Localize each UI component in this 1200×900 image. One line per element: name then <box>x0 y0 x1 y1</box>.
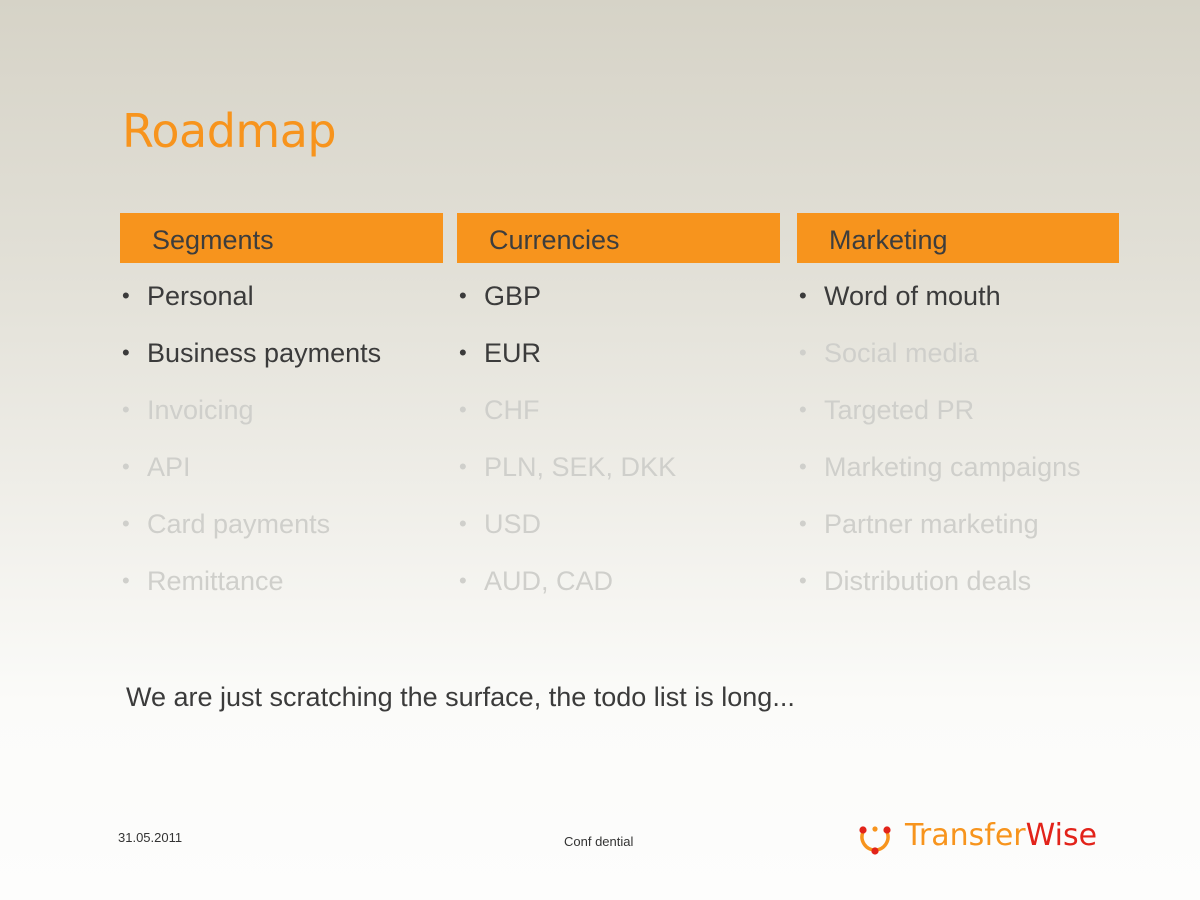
logo-word-wise: Wise <box>1025 818 1098 853</box>
bullet-icon: • <box>799 283 807 308</box>
bullet-icon: • <box>122 340 130 365</box>
list-item-label: Word of mouth <box>824 281 1001 311</box>
bullet-icon: • <box>799 340 807 365</box>
logo-wordmark <box>905 816 1097 856</box>
list-item-label: Distribution deals <box>824 566 1032 596</box>
marketing-header: Marketing <box>797 213 1119 263</box>
list-item-label: Targeted PR <box>824 395 975 425</box>
bullet-icon: • <box>459 397 467 422</box>
bullet-icon: • <box>122 454 130 479</box>
bullet-icon: • <box>122 568 130 593</box>
list-item-label: Personal <box>147 281 254 311</box>
segments-header: Segments <box>120 213 443 263</box>
list-item-label: Card payments <box>147 509 331 539</box>
list-item-label: API <box>147 452 191 482</box>
list-item-label: EUR <box>484 338 542 368</box>
footer-date: 31.05.2011 <box>118 830 183 845</box>
slide-title: Roadmap <box>122 104 337 158</box>
list-item-label: CHF <box>484 395 540 425</box>
bullet-icon: • <box>459 568 467 593</box>
currencies-header: Currencies <box>457 213 780 263</box>
marketing-column <box>797 213 1119 596</box>
transferwise-logo-icon <box>857 820 893 856</box>
bullet-icon: • <box>122 283 130 308</box>
list-item-label: Social media <box>824 338 979 368</box>
list-item-label: AUD, CAD <box>484 566 614 596</box>
list-item-label: Partner marketing <box>824 509 1039 539</box>
logo-word-transfer: Transfer <box>905 818 1026 853</box>
bullet-icon: • <box>459 511 467 536</box>
bullet-icon: • <box>459 283 467 308</box>
bullet-icon: • <box>799 511 807 536</box>
bullet-icon: • <box>799 454 807 479</box>
list-item-label: Marketing campaigns <box>824 452 1081 482</box>
bullet-icon: • <box>459 454 467 479</box>
bullet-icon: • <box>799 568 807 593</box>
list-item-label: Remittance <box>147 566 284 596</box>
bullet-icon: • <box>459 340 467 365</box>
bullet-icon: • <box>799 397 807 422</box>
footnote: We are just scratching the surface, the todo list is long... <box>126 682 795 712</box>
bullet-icon: • <box>122 511 130 536</box>
bullet-icon: • <box>122 397 130 422</box>
list-item-label: USD <box>484 509 542 539</box>
list-item-label: GBP <box>484 281 542 311</box>
footer-confidential: Conf dential <box>564 834 634 849</box>
list-item-label: PLN, SEK, DKK <box>484 452 677 482</box>
currencies-column <box>457 213 780 596</box>
segments-column <box>120 213 443 596</box>
list-item-label: Invoicing <box>147 395 254 425</box>
list-item-label: Business payments <box>147 338 382 368</box>
